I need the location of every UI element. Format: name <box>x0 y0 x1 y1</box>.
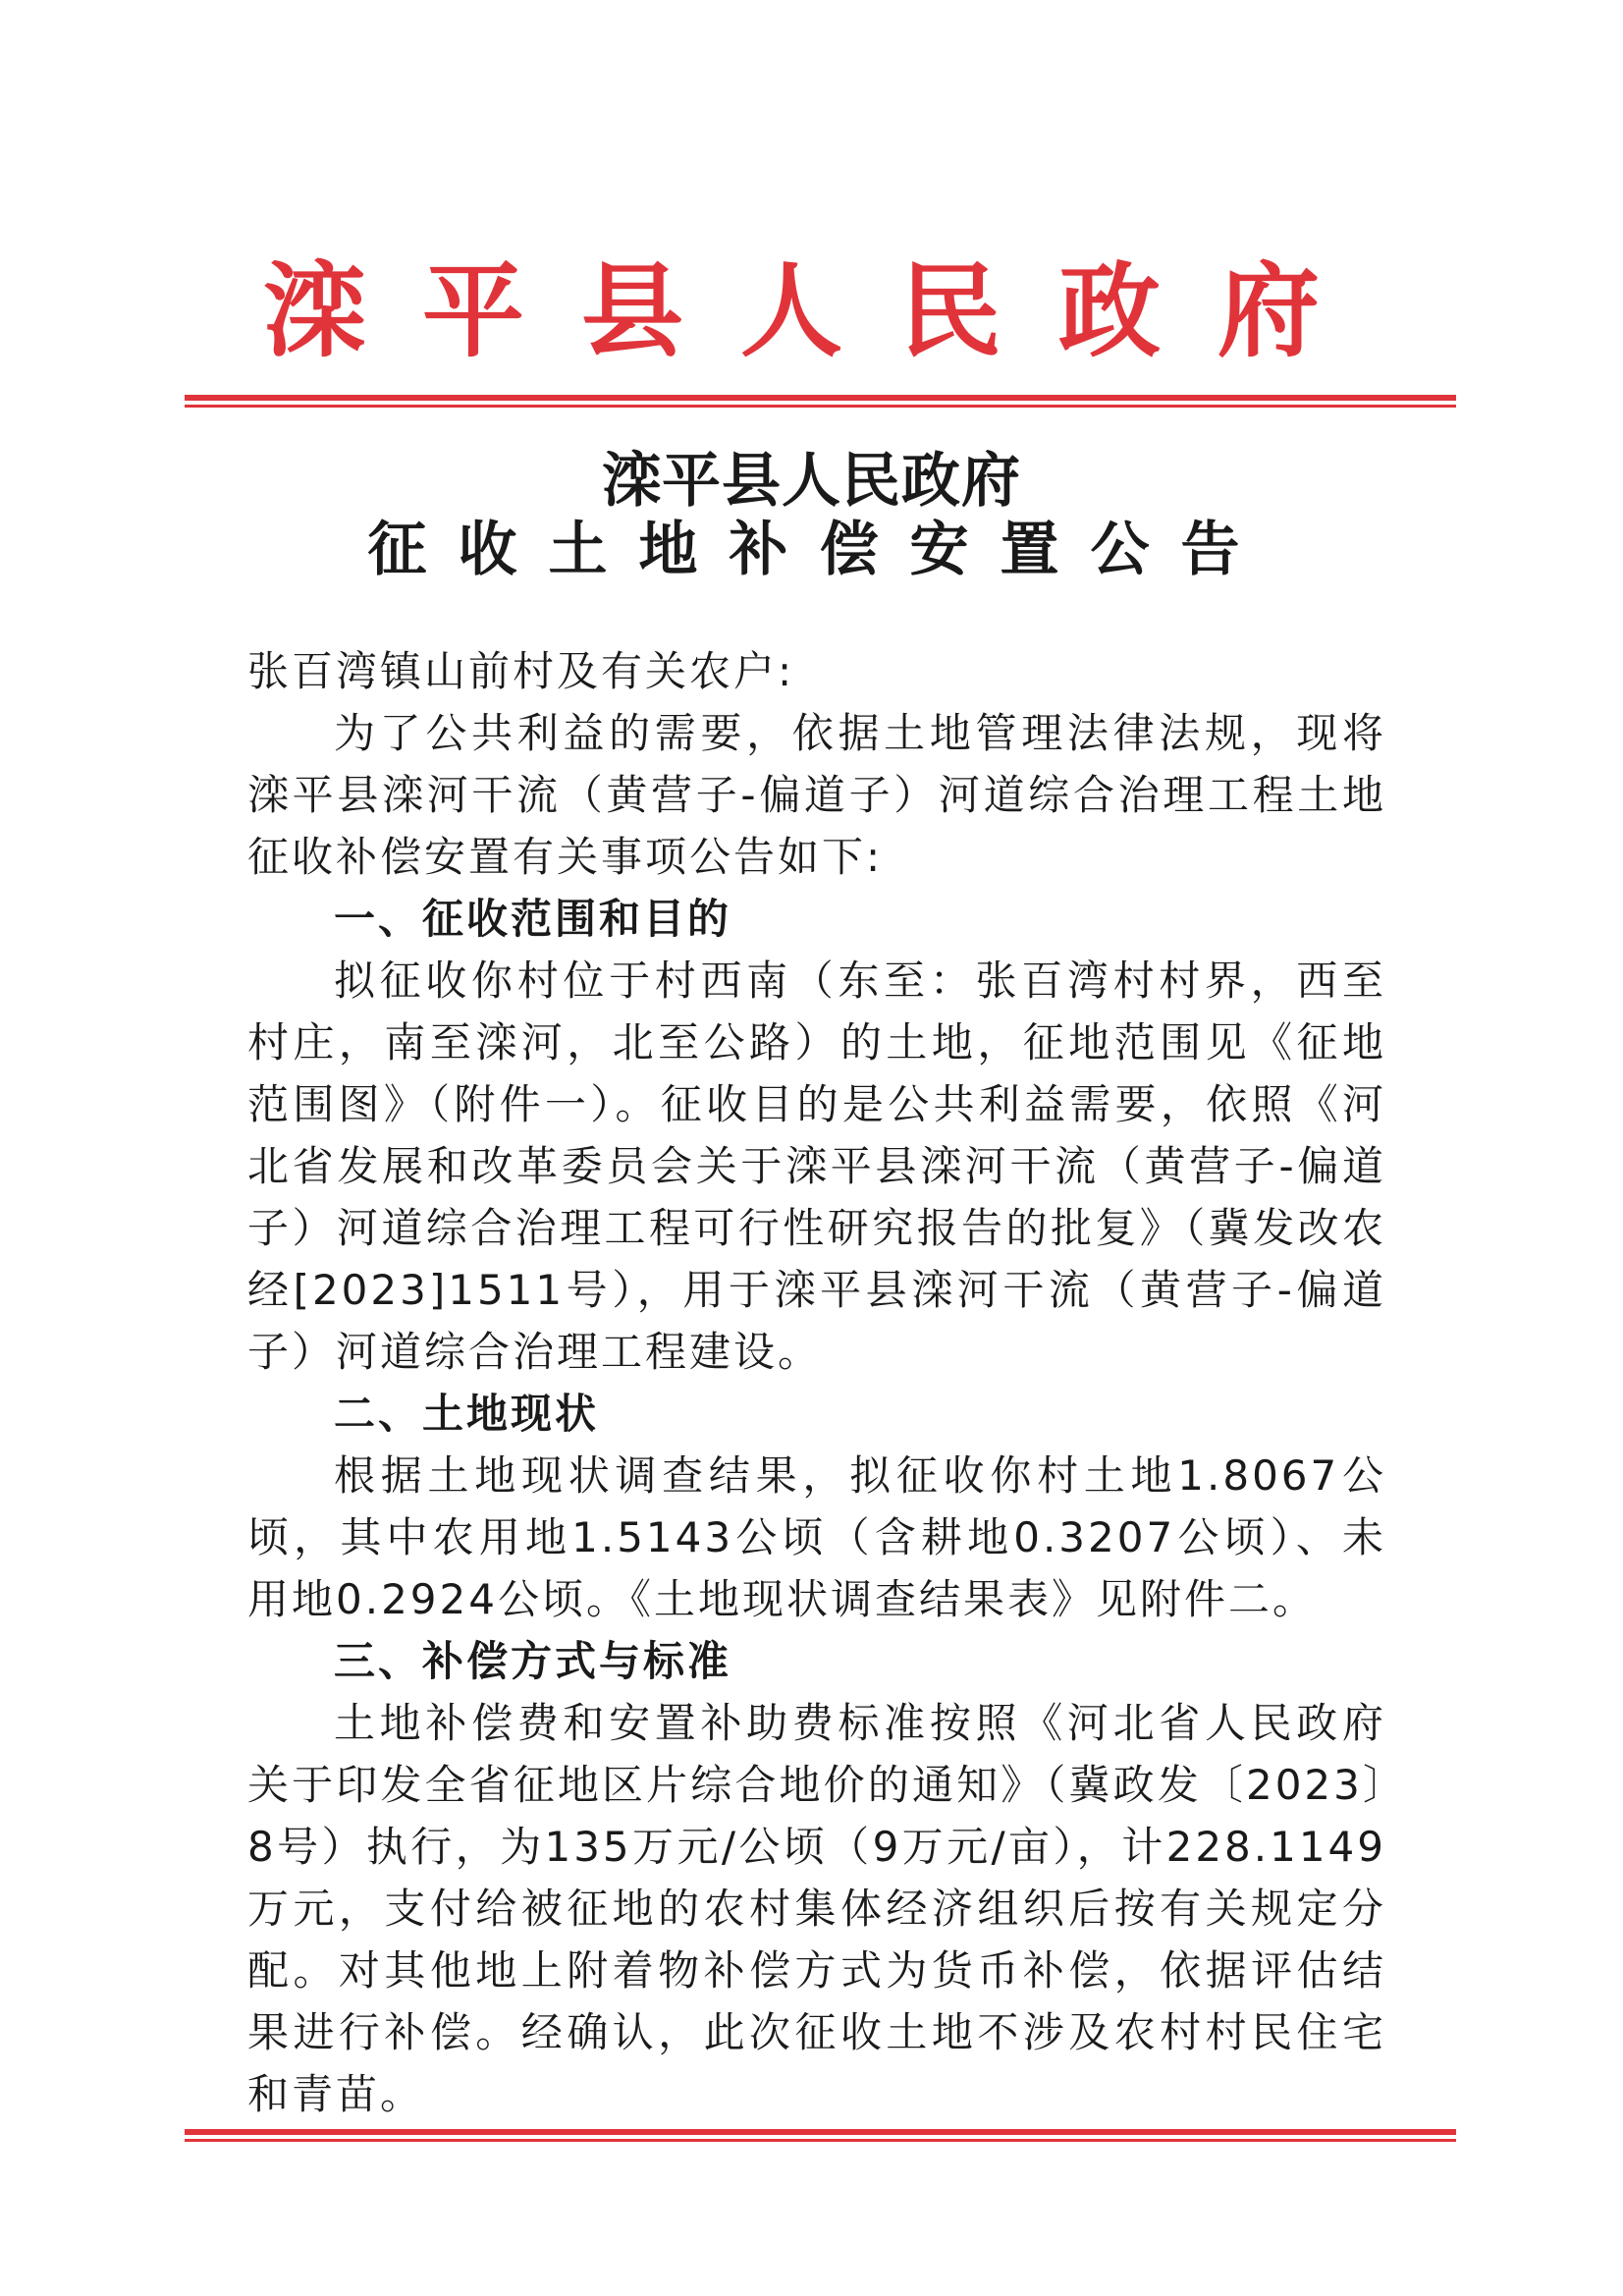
section-heading-compensation: 三、补偿方式与标准 <box>334 1637 732 1685</box>
document-body <box>247 640 1386 2125</box>
divider-thin-line <box>185 2139 1456 2142</box>
masthead-title: 滦平县人民政府 <box>262 250 1377 371</box>
section-heading-scope: 一、征收范围和目的 <box>334 895 732 943</box>
section-text-compensation: 土地补偿费和安置补助费标准按照《河北省人民政府关于印发全省征地区片综合地价的通知》（冀政发〔2023〕8号）执行，为135万元/公顷（9万元/亩），计228.1149万元，支付给被征地的农村集体经济组织后按有关规定分配。对其他地上附着物补偿方式为货币补偿，依据评估结果进行补偿。经确认，此次征收土地不涉及农村村民住宅和青苗。 <box>247 1699 1386 2118</box>
masthead-divider <box>185 395 1456 408</box>
intro-paragraph: 为了公共利益的需要，依据土地管理法律法规，现将滦平县滦河干流（黄营子-偏道子）河道综合治理工程土地征收补偿安置有关事项公告如下: <box>247 709 1386 881</box>
section-text-land-status: 根据土地现状调查结果，拟征收你村土地1.8067公顷，其中农用地1.5143公顷（含耕地0.3207公顷）、未用地0.2924公顷。《土地现状调查结果表》见附件二。 <box>247 1451 1386 1623</box>
salutation: 张百湾镇山前村及有关农户: <box>247 647 795 695</box>
section-text-scope: 拟征收你村位于村西南（东至：张百湾村村界，西至村庄，南至滦河，北至公路）的土地，征地范围见《征地范围图》（附件一）。征收目的是公共利益需要，依照《河北省发展和改革委员会关于滦平县滦河干流（黄营子-偏道子）河道综合治理工程可行性研究报告的批复》（冀发改农经[2023]1511号），用于滦平县滦河干流（黄营子-偏道子）河道综合治理工程建设。 <box>247 957 1386 1376</box>
section-heading-land-status: 二、土地现状 <box>334 1390 600 1438</box>
document-title-line2: 征收土地补偿安置公告 <box>367 516 1271 584</box>
footer-divider <box>185 2129 1456 2142</box>
divider-thin-line <box>185 405 1456 408</box>
divider-thick-line <box>185 395 1456 401</box>
document-title-line1: 滦平县人民政府 <box>602 447 1021 516</box>
divider-thick-line <box>185 2129 1456 2135</box>
